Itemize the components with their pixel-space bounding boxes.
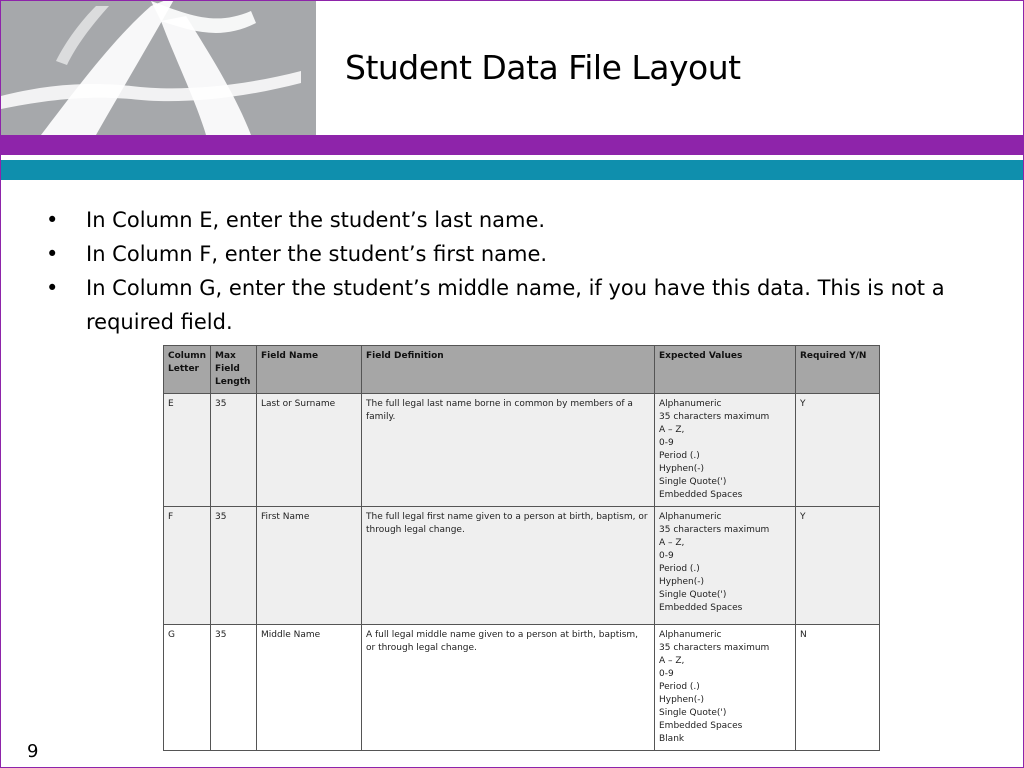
cell-required: Y — [796, 394, 880, 507]
expected-value: Single Quote(') — [659, 590, 727, 600]
expected-value: Hyphen(-) — [659, 464, 705, 474]
bullet-text: In Column F, enter the student’s first name. — [86, 242, 548, 266]
expected-value: 35 characters maximum — [659, 643, 770, 653]
bullet-dot-icon: • — [46, 276, 59, 300]
header-column-letter: Column Letter — [164, 346, 211, 394]
cell-field-name: Last or Surname — [257, 394, 362, 507]
expected-value: Blank — [659, 734, 685, 744]
table-row — [164, 625, 880, 751]
slide-title: Student Data File Layout — [345, 48, 741, 87]
expected-value: Period (.) — [659, 451, 700, 461]
cell-expected-values — [655, 394, 796, 507]
bullet-dot-icon: • — [46, 242, 59, 266]
expected-value: A – Z, — [659, 425, 685, 435]
bullet-dot-icon: • — [46, 208, 59, 232]
expected-value: 0-9 — [659, 438, 674, 448]
expected-value: 35 characters maximum — [659, 412, 770, 422]
expected-value: 0-9 — [659, 551, 674, 561]
cell-definition: The full legal last name borne in common by members of a family. — [362, 394, 655, 507]
field-layout-table-wrap — [163, 345, 879, 747]
cell-definition: The full legal first name given to a person at birth, baptism, or through legal change. — [362, 507, 655, 625]
expected-value: A – Z, — [659, 656, 685, 666]
expected-value: Embedded Spaces — [659, 490, 743, 500]
table-row — [164, 507, 880, 625]
expected-value: Single Quote(') — [659, 477, 727, 487]
bullet-item — [44, 271, 1004, 339]
header-band-purple — [1, 135, 1023, 155]
logo — [1, 1, 316, 135]
header-field-definition: Field Definition — [362, 346, 655, 394]
expected-value: Single Quote(') — [659, 708, 727, 718]
expected-value: Period (.) — [659, 682, 700, 692]
expected-value: Alphanumeric — [659, 630, 722, 640]
expected-value: A – Z, — [659, 538, 685, 548]
bullet-text: In Column G, enter the student’s middle name, if you have this data. This is not a required field. — [86, 276, 945, 334]
cell-expected-values — [655, 507, 796, 625]
cell-required: N — [796, 625, 880, 751]
cell-column-letter: F — [164, 507, 211, 625]
cell-definition: A full legal middle name given to a person at birth, baptism, or through legal change. — [362, 625, 655, 751]
bullet-item — [44, 203, 1004, 237]
bullet-item — [44, 237, 1004, 271]
field-layout-table — [163, 345, 880, 751]
cell-required: Y — [796, 507, 880, 625]
table-row — [164, 394, 880, 507]
expected-value: Alphanumeric — [659, 399, 722, 409]
logo-a-mark-icon — [1, 1, 316, 135]
table-header-row — [164, 346, 880, 394]
cell-max-length: 35 — [211, 394, 257, 507]
expected-value: Hyphen(-) — [659, 577, 705, 587]
cell-column-letter: E — [164, 394, 211, 507]
cell-max-length: 35 — [211, 625, 257, 751]
header-expected-values: Expected Values — [655, 346, 796, 394]
cell-column-letter: G — [164, 625, 211, 751]
expected-value: 0-9 — [659, 669, 674, 679]
expected-value: Alphanumeric — [659, 512, 722, 522]
expected-value: 35 characters maximum — [659, 525, 770, 535]
cell-field-name: First Name — [257, 507, 362, 625]
page-number: 9 — [27, 741, 39, 762]
cell-max-length: 35 — [211, 507, 257, 625]
header-band-teal — [1, 160, 1023, 180]
header-required: Required Y/N — [796, 346, 880, 394]
bullet-text: In Column E, enter the student’s last name. — [86, 208, 546, 232]
cell-field-name: Middle Name — [257, 625, 362, 751]
expected-value: Hyphen(-) — [659, 695, 705, 705]
header-max-field-length: Max Field Length — [211, 346, 257, 394]
bullet-list — [44, 203, 1004, 339]
header-field-name: Field Name — [257, 346, 362, 394]
expected-value: Embedded Spaces — [659, 603, 743, 613]
cell-expected-values — [655, 625, 796, 751]
expected-value: Period (.) — [659, 564, 700, 574]
expected-value: Embedded Spaces — [659, 721, 743, 731]
